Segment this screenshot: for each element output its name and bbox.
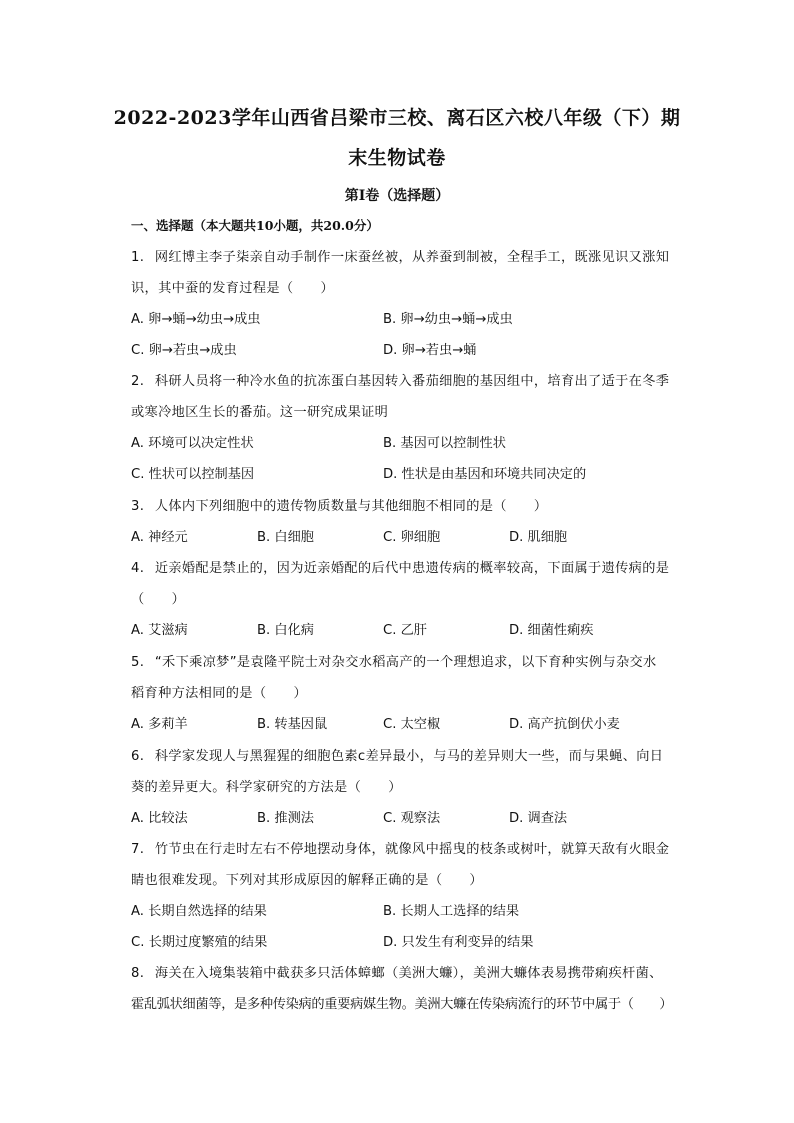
question-4 xyxy=(131,553,691,646)
options-row xyxy=(131,304,691,335)
question-stem: 8. 海关在入境集装箱中截获多只活体蟑螂（美洲大蠊），美洲大蠊体表易携带痢疾杆菌、 xyxy=(131,966,663,981)
option-b[interactable]: B. 推测法 xyxy=(257,811,314,826)
question-number: 7. xyxy=(131,842,145,857)
question-2 xyxy=(131,366,691,490)
options-row xyxy=(131,927,691,958)
option-d[interactable]: D. 高产抗倒伏小麦 xyxy=(509,717,620,732)
options-row xyxy=(131,335,691,366)
question-6 xyxy=(131,741,691,834)
question-number: 1. xyxy=(131,250,145,265)
question-8 xyxy=(131,958,691,1020)
option-a[interactable]: A. 多莉羊 xyxy=(131,717,188,732)
option-c[interactable]: C. 卵→若虫→成虫 xyxy=(131,343,237,358)
question-stem: 或寒冷地区生长的番茄。这一研究成果证明 xyxy=(131,405,389,420)
question-number: 8. xyxy=(131,966,145,981)
question-stem: 3. 人体内下列细胞中的遗传物质数量与其他细胞不相同的是（ ） xyxy=(131,499,548,514)
options-row xyxy=(131,896,691,927)
question-number: 5. xyxy=(131,655,145,670)
title-line-2: 末生物试卷 xyxy=(348,147,446,169)
option-a[interactable]: A. 环境可以决定性状 xyxy=(131,436,254,451)
option-b[interactable]: B. 白化病 xyxy=(257,623,314,638)
option-b[interactable]: B. 基因可以控制性状 xyxy=(383,436,506,451)
question-7 xyxy=(131,834,691,958)
option-d[interactable]: D. 调查法 xyxy=(509,811,568,826)
option-a[interactable]: A. 卵→蛹→幼虫→成虫 xyxy=(131,312,261,327)
option-b[interactable]: B. 白细胞 xyxy=(257,530,314,545)
question-stem: 2. 科研人员将一种冷水鱼的抗冻蛋白基因转入番茄细胞的基因组中，培育出了适于在冬季 xyxy=(131,374,670,389)
option-c[interactable]: C. 观察法 xyxy=(383,811,441,826)
option-a[interactable]: A. 长期自然选择的结果 xyxy=(131,904,267,919)
question-1 xyxy=(131,242,691,366)
question-stem: 霍乱弧状细菌等，是多种传染病的重要病媒生物。美洲大蠊在传染病流行的环节中属于（ ） xyxy=(131,997,673,1012)
option-d[interactable]: D. 性状是由基因和环境共同决定的 xyxy=(383,467,587,482)
option-a[interactable]: A. 神经元 xyxy=(131,530,188,545)
question-stem: 5. “禾下乘凉梦”是袁隆平院士对杂交水稻高产的一个理想追求，以下育种实例与杂交水 xyxy=(131,655,657,670)
document-title xyxy=(96,98,698,178)
option-c[interactable]: C. 长期过度繁殖的结果 xyxy=(131,935,268,950)
question-stem: 4. 近亲婚配是禁止的，因为近亲婚配的后代中患遗传病的概率较高，下面属于遗传病的是 xyxy=(131,561,670,576)
question-stem: 葵的差异更大。科学家研究的方法是（ ） xyxy=(131,780,402,795)
question-number: 3. xyxy=(131,499,145,514)
question-number: 6. xyxy=(131,749,145,764)
options-row xyxy=(131,803,691,834)
option-b[interactable]: B. 卵→幼虫→蛹→成虫 xyxy=(383,312,513,327)
title-line-1: 2022-2023学年山西省吕梁市三校、离石区六校八年级（下）期 xyxy=(113,107,681,129)
question-stem: 1. 网红博主李子柒亲自动手制作一床蚕丝被，从养蚕到制被，全程手工，既涨见识又涨知 xyxy=(131,250,670,265)
option-b[interactable]: B. 长期人工选择的结果 xyxy=(383,904,520,919)
option-d[interactable]: D. 细菌性痢疾 xyxy=(509,623,594,638)
question-stem: （ ） xyxy=(131,592,186,607)
question-stem: 7. 竹节虫在行走时左右不停地摆动身体，就像风中摇曳的枝条或树叶，就算天敌有火眼金 xyxy=(131,842,670,857)
option-c[interactable]: C. 乙肝 xyxy=(383,623,427,638)
option-c[interactable]: C. 性状可以控制基因 xyxy=(131,467,255,482)
option-a[interactable]: A. 比较法 xyxy=(131,811,188,826)
option-d[interactable]: D. 肌细胞 xyxy=(509,530,568,545)
option-b[interactable]: B. 转基因鼠 xyxy=(257,717,328,732)
options-row xyxy=(131,428,691,459)
section-heading: 一、选择题（本大题共10小题，共20.0分） xyxy=(131,218,379,233)
option-a[interactable]: A. 艾滋病 xyxy=(131,623,188,638)
option-c[interactable]: C. 太空椒 xyxy=(383,717,441,732)
option-c[interactable]: C. 卵细胞 xyxy=(383,530,441,545)
question-stem: 识，其中蚕的发育过程是（ ） xyxy=(131,281,335,296)
options-row xyxy=(131,709,691,740)
option-d[interactable]: D. 只发生有利变异的结果 xyxy=(383,935,534,950)
question-stem: 睛也很难发现。下列对其形成原因的解释正确的是（ ） xyxy=(131,873,483,888)
question-stem: 稻育种方法相同的是（ ） xyxy=(131,686,307,701)
options-row xyxy=(131,522,691,553)
question-number: 4. xyxy=(131,561,145,576)
question-3 xyxy=(131,491,691,553)
options-row xyxy=(131,459,691,490)
options-row xyxy=(131,615,691,646)
question-number: 2. xyxy=(131,374,145,389)
question-stem: 6. 科学家发现人与黑猩猩的细胞色素c差异最小，与马的差异则大一些，而与果蝇、向日 xyxy=(131,749,664,764)
part-heading: 第I卷（选择题） xyxy=(344,188,450,204)
question-5 xyxy=(131,647,691,740)
option-d[interactable]: D. 卵→若虫→蛹 xyxy=(383,343,477,358)
